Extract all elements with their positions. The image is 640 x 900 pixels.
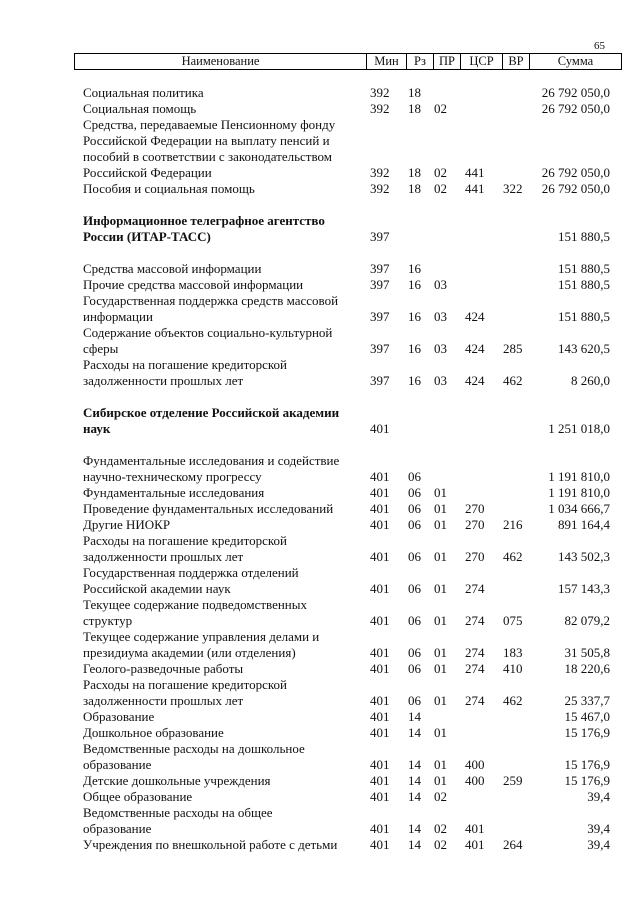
row-name-line: Ведомственные расходы на дошкольное: [83, 741, 305, 756]
row-min: 401: [370, 613, 390, 628]
row-name-line: Другие НИОКР: [83, 517, 171, 532]
row-min: 401: [370, 517, 390, 532]
row-csr: 424: [465, 309, 485, 324]
row-min: 401: [370, 725, 390, 740]
page-number: 65: [594, 40, 605, 52]
row-sum: 15 176,9: [564, 757, 610, 772]
row-pr: 03: [434, 373, 447, 388]
row-min: 392: [370, 165, 390, 180]
row-name-line: Фундаментальные исследования: [83, 485, 265, 500]
row-pr: 01: [434, 501, 447, 516]
row-rz: 14: [408, 757, 421, 772]
row-rz: 14: [408, 789, 421, 804]
row-sum: 1 034 666,7: [548, 501, 610, 516]
row-name-line: Социальная помощь: [83, 101, 197, 116]
row-sum: 891 164,4: [558, 517, 610, 532]
row-pr: 01: [434, 485, 447, 500]
row-min: 397: [370, 309, 390, 324]
row-pr: 02: [434, 821, 447, 836]
row-sum: 1 191 810,0: [548, 469, 610, 484]
row-rz: 18: [408, 101, 421, 116]
row-csr: 274: [465, 645, 485, 660]
row-min: 401: [370, 773, 390, 788]
row-min: 401: [370, 549, 390, 564]
header-sum: Сумма: [529, 54, 621, 69]
row-min: 401: [370, 789, 390, 804]
row-rz: 06: [408, 501, 421, 516]
row-min: 397: [370, 373, 390, 388]
row-csr: 270: [465, 517, 485, 532]
row-csr: 270: [465, 549, 485, 564]
row-pr: 02: [434, 101, 447, 116]
row-name-line: Расходы на погашение кредиторской: [83, 533, 287, 548]
row-min: 401: [370, 485, 390, 500]
row-rz: 18: [408, 165, 421, 180]
row-sum: 82 079,2: [564, 613, 610, 628]
row-name-line: Ведомственные расходы на общее: [83, 805, 273, 820]
row-min: 401: [370, 709, 390, 724]
row-min: 401: [370, 821, 390, 836]
row-name-line: Детские дошкольные учреждения: [83, 773, 271, 788]
row-name-line: задолженности прошлых лет: [83, 373, 244, 388]
row-sum: 26 792 050,0: [541, 85, 610, 100]
row-csr: 400: [465, 773, 485, 788]
row-sum: 39,4: [587, 789, 610, 804]
row-rz: 06: [408, 469, 421, 484]
row-name-line: образование: [83, 821, 152, 836]
row-rz: 06: [408, 661, 421, 676]
row-vr: 264: [503, 837, 523, 852]
row-vr: 462: [503, 549, 523, 564]
row-vr: 410: [503, 661, 523, 676]
row-rz: 06: [408, 517, 421, 532]
row-csr: 274: [465, 693, 485, 708]
row-csr: 274: [465, 661, 485, 676]
row-pr: 02: [434, 165, 447, 180]
row-pr: 01: [434, 661, 447, 676]
row-rz: 14: [408, 709, 421, 724]
row-rz: 16: [408, 309, 421, 324]
row-rz: 06: [408, 645, 421, 660]
row-csr: 400: [465, 757, 485, 772]
row-name-line: Фундаментальные исследования и содействие: [83, 453, 340, 468]
row-min: 401: [370, 501, 390, 516]
row-vr: 285: [503, 341, 523, 356]
row-name-line: Информационное телеграфное агентство: [83, 213, 325, 228]
header-csr: ЦСР: [460, 54, 502, 69]
row-name-line: президиума академии (или отделения): [83, 645, 296, 660]
row-pr: 02: [434, 789, 447, 804]
row-pr: 01: [434, 693, 447, 708]
row-csr: 274: [465, 613, 485, 628]
row-vr: 259: [503, 773, 523, 788]
row-sum: 39,4: [587, 837, 610, 852]
row-name-line: Средства, передаваемые Пенсионному фонду: [83, 117, 336, 132]
row-vr: 462: [503, 693, 523, 708]
row-name-line: Проведение фундаментальных исследований: [83, 501, 334, 516]
row-name-line: Пособия и социальная помощь: [83, 181, 255, 196]
row-name-line: Общее образование: [83, 789, 193, 804]
row-min: 401: [370, 421, 390, 436]
row-sum: 15 176,9: [564, 725, 610, 740]
row-min: 401: [370, 661, 390, 676]
row-name-line: наук: [83, 421, 111, 436]
row-pr: 01: [434, 725, 447, 740]
row-min: 401: [370, 645, 390, 660]
row-rz: 06: [408, 581, 421, 596]
row-vr: 216: [503, 517, 523, 532]
row-name-line: информации: [83, 309, 153, 324]
row-pr: 03: [434, 309, 447, 324]
row-name-line: Текущее содержание управления делами и: [83, 629, 320, 644]
header-rz: Рз: [406, 54, 433, 69]
row-sum: 18 220,6: [564, 661, 610, 676]
row-rz: 16: [408, 341, 421, 356]
row-pr: 02: [434, 181, 447, 196]
row-sum: 143 502,3: [558, 549, 610, 564]
row-name-line: пособий в соответствии с законодательством: [83, 149, 332, 164]
row-rz: 06: [408, 693, 421, 708]
row-rz: 14: [408, 837, 421, 852]
row-sum: 15 176,9: [564, 773, 610, 788]
row-sum: 26 792 050,0: [541, 181, 610, 196]
row-rz: 18: [408, 181, 421, 196]
row-name-line: Образование: [83, 709, 155, 724]
row-name-line: структур: [83, 613, 133, 628]
row-sum: 8 260,0: [571, 373, 610, 388]
row-rz: 14: [408, 821, 421, 836]
row-rz: 06: [408, 613, 421, 628]
header-name: Наименование: [181, 54, 260, 68]
row-name-line: Текущее содержание подведомственных: [83, 597, 307, 612]
header-vr: ВР: [502, 54, 529, 69]
row-csr: 401: [465, 821, 485, 836]
row-vr: 322: [503, 181, 523, 196]
row-sum: 151 880,5: [558, 261, 610, 276]
row-pr: 01: [434, 549, 447, 564]
row-pr: 01: [434, 517, 447, 532]
row-min: 401: [370, 693, 390, 708]
row-name-line: Расходы на погашение кредиторской: [83, 357, 287, 372]
row-sum: 39,4: [587, 821, 610, 836]
row-rz: 06: [408, 485, 421, 500]
row-sum: 1 191 810,0: [548, 485, 610, 500]
row-sum: 151 880,5: [558, 309, 610, 324]
row-min: 392: [370, 181, 390, 196]
row-pr: 01: [434, 645, 447, 660]
row-csr: 401: [465, 837, 485, 852]
row-name-line: России (ИТАР-ТАСС): [83, 229, 211, 244]
row-rz: 16: [408, 373, 421, 388]
row-rz: 16: [408, 277, 421, 292]
row-pr: 03: [434, 341, 447, 356]
row-name-line: Социальная политика: [83, 85, 204, 100]
row-name-line: Геолого-разведочные работы: [83, 661, 244, 676]
row-sum: 31 505,8: [564, 645, 610, 660]
row-pr: 01: [434, 613, 447, 628]
row-rz: 18: [408, 85, 421, 100]
row-name-line: задолженности прошлых лет: [83, 549, 244, 564]
row-name-line: Сибирское отделение Российской академии: [83, 405, 340, 420]
header-pr: ПР: [433, 54, 460, 69]
row-rz: 14: [408, 773, 421, 788]
row-min: 401: [370, 757, 390, 772]
row-sum: 151 880,5: [558, 229, 610, 244]
row-name-line: Средства массовой информации: [83, 261, 262, 276]
row-csr: 424: [465, 373, 485, 388]
row-name-line: Государственная поддержка отделений: [83, 565, 299, 580]
row-vr: 183: [503, 645, 523, 660]
row-name-line: Российской Федерации на выплату пенсий и: [83, 133, 330, 148]
row-name-line: Прочие средства массовой информации: [83, 277, 304, 292]
row-min: 401: [370, 837, 390, 852]
row-name-line: образование: [83, 757, 152, 772]
row-name-line: сферы: [83, 341, 119, 356]
row-min: 397: [370, 229, 390, 244]
row-min: 397: [370, 277, 390, 292]
row-sum: 15 467,0: [564, 709, 610, 724]
row-sum: 157 143,3: [558, 581, 610, 596]
row-name-line: Дошкольное образование: [83, 725, 224, 740]
row-csr: 441: [465, 165, 485, 180]
row-min: 401: [370, 469, 390, 484]
row-name-line: Российской Федерации: [83, 165, 212, 180]
row-pr: 01: [434, 581, 447, 596]
row-csr: 270: [465, 501, 485, 516]
row-rz: 06: [408, 549, 421, 564]
row-csr: 424: [465, 341, 485, 356]
row-sum: 26 792 050,0: [541, 165, 610, 180]
row-rz: 16: [408, 261, 421, 276]
row-pr: 01: [434, 757, 447, 772]
row-name-line: Учреждения по внешкольной работе с детьми: [83, 837, 338, 852]
row-csr: 441: [465, 181, 485, 196]
header-min: Мин: [366, 54, 406, 69]
row-vr: 462: [503, 373, 523, 388]
row-name-line: Государственная поддержка средств массовой: [83, 293, 339, 308]
row-name-line: Российской академии наук: [83, 581, 231, 596]
row-vr: 075: [503, 613, 523, 628]
row-sum: 26 792 050,0: [541, 101, 610, 116]
row-min: 401: [370, 581, 390, 596]
row-pr: 02: [434, 837, 447, 852]
row-min: 397: [370, 261, 390, 276]
row-min: 392: [370, 101, 390, 116]
row-pr: 01: [434, 773, 447, 788]
row-pr: 03: [434, 277, 447, 292]
row-min: 392: [370, 85, 390, 100]
row-min: 397: [370, 341, 390, 356]
row-sum: 1 251 018,0: [548, 421, 610, 436]
row-csr: 274: [465, 581, 485, 596]
row-rz: 14: [408, 725, 421, 740]
row-name-line: научно-техническому прогрессу: [83, 469, 262, 484]
row-name-line: Содержание объектов социально-культурной: [83, 325, 333, 340]
row-name-line: Расходы на погашение кредиторской: [83, 677, 287, 692]
row-sum: 151 880,5: [558, 277, 610, 292]
row-sum: 25 337,7: [564, 693, 610, 708]
row-sum: 143 620,5: [558, 341, 610, 356]
row-name-line: задолженности прошлых лет: [83, 693, 244, 708]
